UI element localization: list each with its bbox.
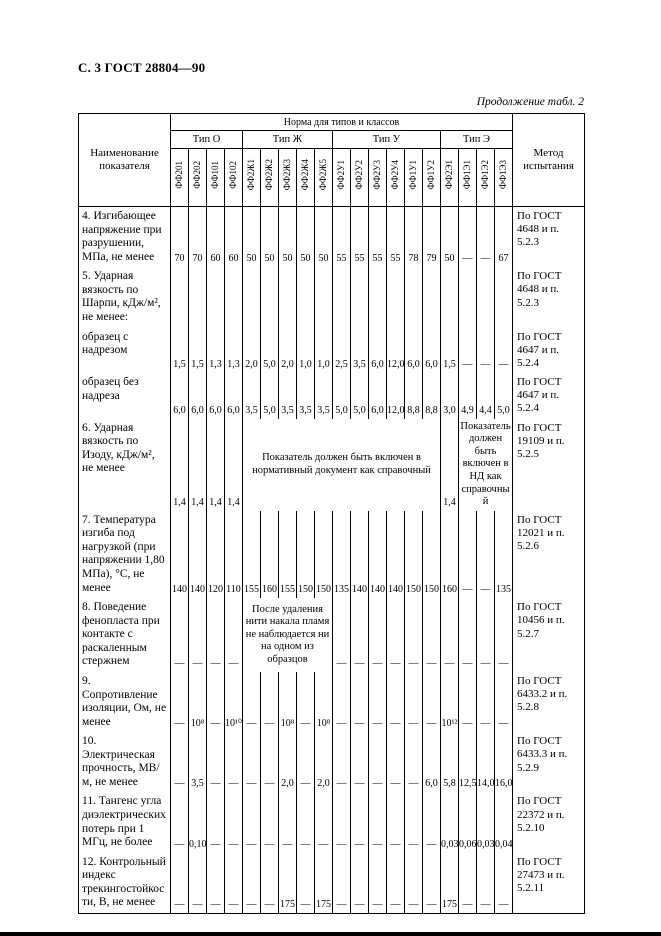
value-cell: — [261, 853, 279, 914]
table-row [79, 419, 585, 511]
grade-label: ФФ1Э3 [498, 160, 509, 190]
value-cell: 0,10 [189, 792, 207, 852]
value-cell: — [387, 792, 405, 852]
row-name-cell: 10. Электрическая прочность, МВ/м, не менее [79, 732, 171, 792]
value-cell: 14,0 [477, 732, 495, 792]
value-cell: — [351, 598, 369, 672]
value-cell: 70 [189, 207, 207, 268]
grade-label: ФФ2Ж4 [300, 159, 310, 191]
value-cell: 67 [495, 207, 513, 268]
value-cell: 2,5 [333, 328, 351, 374]
grade-label: ФФ102 [228, 161, 238, 189]
value-cell: — [405, 598, 423, 672]
column-header-name: Наименование показателя [79, 114, 171, 207]
row-name-cell: образец без надреза [79, 373, 171, 419]
value-cell: — [423, 792, 441, 852]
value-cell: — [405, 672, 423, 732]
value-cell: 3,5 [351, 328, 369, 374]
value-cell: 1,5 [189, 328, 207, 374]
value-cell: — [171, 732, 189, 792]
value-cell: 50 [261, 207, 279, 268]
value-cell: — [459, 853, 477, 914]
value-cell: 140 [387, 511, 405, 598]
value-cell: 6,0 [189, 373, 207, 419]
method-cell: По ГОСТ 4648 и п. 5.2.3 [513, 267, 585, 327]
value-cell: 1,3 [207, 328, 225, 374]
value-cell: — [297, 732, 315, 792]
table-row [79, 853, 585, 914]
value-cell: — [369, 672, 387, 732]
grade-header [243, 149, 261, 207]
value-cell: 1,3 [225, 328, 243, 374]
grade-label: ФФ2Ж3 [282, 159, 292, 191]
value-cell: 175 [315, 853, 333, 914]
value-cell: — [225, 732, 243, 792]
value-cell: — [243, 732, 261, 792]
value-cell: — [423, 853, 441, 914]
value-cell: 4,9 [459, 373, 477, 419]
value-cell: 155 [279, 511, 297, 598]
value-cell: 3,0 [441, 373, 459, 419]
grade-label: ФФ1Э2 [480, 160, 490, 190]
table-row [79, 267, 585, 327]
merged-note-cell: После удаления нити накала пламя не наблюдается ни на одном из образцов [243, 598, 333, 672]
value-cell: — [369, 598, 387, 672]
value-cell: — [333, 598, 351, 672]
value-cell: 8,8 [423, 373, 441, 419]
value-cell: — [297, 853, 315, 914]
value-cell: — [387, 732, 405, 792]
row-name-cell: 6. Ударная вязкость по Изоду, кДж/м², не менее [79, 419, 171, 511]
value-cell: 10¹² [441, 672, 459, 732]
grade-label: ФФ1У1 [408, 160, 418, 190]
value-cell [405, 267, 423, 327]
method-cell: По ГОСТ 4648 и п. 5.2.3 [513, 207, 585, 268]
value-cell: 1,4 [225, 419, 243, 511]
value-cell: 5,0 [333, 373, 351, 419]
value-cell: 150 [423, 511, 441, 598]
value-cell: 155 [243, 511, 261, 598]
type-group-header: Тип О [171, 131, 243, 149]
value-cell: 12,0 [387, 373, 405, 419]
value-cell [207, 267, 225, 327]
value-cell: 6,0 [225, 373, 243, 419]
type-group-header: Тип Ж [243, 131, 333, 149]
method-cell: По ГОСТ 27473 и п. 5.2.11 [513, 853, 585, 914]
value-cell [315, 267, 333, 327]
value-cell: — [387, 672, 405, 732]
grade-header [261, 149, 279, 207]
table-row [79, 598, 585, 672]
value-cell: — [261, 672, 279, 732]
value-cell: — [333, 732, 351, 792]
value-cell: — [243, 792, 261, 852]
value-cell: 3,5 [297, 373, 315, 419]
value-cell: 6,0 [423, 732, 441, 792]
value-cell: — [459, 672, 477, 732]
value-cell: 70 [171, 207, 189, 268]
method-cell: По ГОСТ 22372 и п. 5.2.10 [513, 792, 585, 852]
grade-label: ФФ2Ж1 [246, 159, 256, 191]
value-cell: 55 [333, 207, 351, 268]
grade-label: ФФ2У1 [336, 160, 346, 190]
grade-header [207, 149, 225, 207]
value-cell: 175 [441, 853, 459, 914]
grade-header [171, 149, 189, 207]
value-cell: — [495, 328, 513, 374]
value-cell: — [171, 672, 189, 732]
grade-header [189, 149, 207, 207]
value-cell: 135 [495, 511, 513, 598]
table-row [79, 511, 585, 598]
value-cell: 140 [171, 511, 189, 598]
value-cell: — [225, 792, 243, 852]
value-cell: — [423, 598, 441, 672]
value-cell: — [369, 853, 387, 914]
value-cell: — [261, 792, 279, 852]
value-cell: 1,4 [441, 419, 459, 511]
table-caption: Продолжение табл. 2 [476, 96, 584, 108]
grade-label: ФФ1У2 [426, 160, 436, 190]
merged-note-cell: Показатель должен быть включен в нормативный документ как справочный [243, 419, 441, 511]
value-cell: 6,0 [369, 373, 387, 419]
value-cell: 50 [297, 207, 315, 268]
value-cell [441, 267, 459, 327]
method-cell: По ГОСТ 6433.3 и п. 5.2.9 [513, 732, 585, 792]
value-cell: 55 [369, 207, 387, 268]
value-cell: — [369, 732, 387, 792]
norms-table [78, 113, 585, 914]
value-cell [243, 267, 261, 327]
table-head [79, 114, 585, 207]
row-name-cell: 12. Контрольный индекс трекингостойкости, В, не менее [79, 853, 171, 914]
value-cell: 3,5 [315, 373, 333, 419]
value-cell: 160 [261, 511, 279, 598]
value-cell: 2,0 [279, 732, 297, 792]
value-cell: — [315, 792, 333, 852]
value-cell: — [459, 598, 477, 672]
value-cell: 50 [315, 207, 333, 268]
value-cell: 55 [351, 207, 369, 268]
value-cell [423, 267, 441, 327]
value-cell: — [333, 853, 351, 914]
value-cell: 4,4 [477, 373, 495, 419]
grade-label: ФФ2Э1 [444, 160, 454, 190]
value-cell: 5,0 [261, 328, 279, 374]
column-header-norm-group: Норма для типов и классов [171, 114, 513, 131]
value-cell: 50 [243, 207, 261, 268]
value-cell: — [243, 853, 261, 914]
value-cell [261, 267, 279, 327]
value-cell: 50 [441, 207, 459, 268]
value-cell: — [333, 672, 351, 732]
value-cell: — [243, 672, 261, 732]
value-cell: — [207, 732, 225, 792]
value-cell: 16,0 [495, 732, 513, 792]
value-cell: 10⁸ [279, 672, 297, 732]
value-cell: 78 [405, 207, 423, 268]
table-row [79, 672, 585, 732]
value-cell [477, 267, 495, 327]
value-cell: 3,5 [243, 373, 261, 419]
value-cell: 1,4 [207, 419, 225, 511]
value-cell: — [405, 853, 423, 914]
value-cell: — [459, 328, 477, 374]
value-cell: — [189, 598, 207, 672]
value-cell: 0,03 [477, 792, 495, 852]
value-cell: — [495, 598, 513, 672]
grade-header [477, 149, 495, 207]
value-cell: 5,0 [261, 373, 279, 419]
value-cell: — [477, 207, 495, 268]
grade-header [225, 149, 243, 207]
value-cell: — [189, 853, 207, 914]
value-cell: — [459, 511, 477, 598]
value-cell: 12,0 [387, 328, 405, 374]
row-name-cell: 11. Тангенс угла диэлектрических потерь при 1 МГц, не более [79, 792, 171, 852]
value-cell: — [207, 598, 225, 672]
value-cell: — [279, 792, 297, 852]
value-cell: 6,0 [171, 373, 189, 419]
value-cell: — [477, 853, 495, 914]
value-cell: 2,0 [279, 328, 297, 374]
column-header-method: Метод испытания [513, 114, 585, 207]
value-cell: — [207, 853, 225, 914]
value-cell: 10⁸ [315, 672, 333, 732]
grade-label: ФФ2Ж2 [264, 159, 274, 191]
value-cell: 0,03 [441, 792, 459, 852]
value-cell: 135 [333, 511, 351, 598]
value-cell: 5,8 [441, 732, 459, 792]
value-cell: 1,0 [315, 328, 333, 374]
grade-header [279, 149, 297, 207]
table-row [79, 792, 585, 852]
grade-header [333, 149, 351, 207]
grade-header [495, 149, 513, 207]
value-cell: — [261, 732, 279, 792]
value-cell: — [351, 792, 369, 852]
grade-header [369, 149, 387, 207]
value-cell: — [441, 598, 459, 672]
header-row-norm [79, 114, 585, 131]
value-cell: 1,5 [171, 328, 189, 374]
value-cell: 3,5 [189, 732, 207, 792]
value-cell: — [387, 598, 405, 672]
value-cell: 1,4 [171, 419, 189, 511]
value-cell [189, 267, 207, 327]
value-cell: 0,04 [495, 792, 513, 852]
value-cell [333, 267, 351, 327]
value-cell: — [423, 672, 441, 732]
grade-label: ФФ201 [174, 161, 184, 189]
value-cell [387, 267, 405, 327]
value-cell: 50 [279, 207, 297, 268]
method-cell: По ГОСТ 12021 и п. 5.2.6 [513, 511, 585, 598]
table-row [79, 732, 585, 792]
grade-header [405, 149, 423, 207]
method-cell: По ГОСТ 4647 и п. 5.2.4 [513, 328, 585, 374]
value-cell: 160 [441, 511, 459, 598]
value-cell: 1,0 [297, 328, 315, 374]
row-name-cell: 9. Сопротивление изоляции, Ом, не менее [79, 672, 171, 732]
value-cell: — [171, 598, 189, 672]
value-cell: 6,0 [207, 373, 225, 419]
value-cell: — [477, 511, 495, 598]
grade-header [297, 149, 315, 207]
grade-label: ФФ2Ж5 [318, 159, 328, 191]
value-cell: — [225, 853, 243, 914]
grade-label: ФФ2У2 [354, 160, 364, 190]
grade-header [459, 149, 477, 207]
value-cell: 110 [225, 511, 243, 598]
value-cell: 6,0 [423, 328, 441, 374]
value-cell: 5,0 [495, 373, 513, 419]
table-row [79, 207, 585, 268]
value-cell: 10⁸ [189, 672, 207, 732]
method-cell: По ГОСТ 4647 и п. 5.2.4 [513, 373, 585, 419]
value-cell: 8,8 [405, 373, 423, 419]
row-name-cell: образец с надрезом [79, 328, 171, 374]
value-cell: — [351, 732, 369, 792]
value-cell: — [351, 853, 369, 914]
grade-label: ФФ2У3 [372, 160, 382, 190]
value-cell: 120 [207, 511, 225, 598]
value-cell: 140 [369, 511, 387, 598]
value-cell [279, 267, 297, 327]
value-cell: 6,0 [405, 328, 423, 374]
value-cell: — [459, 207, 477, 268]
value-cell: — [477, 328, 495, 374]
table-row [79, 373, 585, 419]
value-cell: — [171, 792, 189, 852]
grade-label: ФФ2У4 [390, 160, 400, 190]
value-cell: — [477, 598, 495, 672]
value-cell: 5,0 [351, 373, 369, 419]
value-cell: 12,5 [459, 732, 477, 792]
value-cell: 1,5 [441, 328, 459, 374]
value-cell: — [405, 732, 423, 792]
grade-header [315, 149, 333, 207]
value-cell: 1,4 [189, 419, 207, 511]
value-cell: — [225, 598, 243, 672]
value-cell: — [297, 792, 315, 852]
value-cell: 60 [225, 207, 243, 268]
value-cell: — [387, 853, 405, 914]
row-name-cell: 5. Ударная вязкость по Шарпи, кДж/м², не менее: [79, 267, 171, 327]
grade-label: ФФ202 [192, 161, 202, 189]
value-cell [225, 267, 243, 327]
grade-header [351, 149, 369, 207]
value-cell: — [207, 672, 225, 732]
value-cell: 3,5 [279, 373, 297, 419]
grade-header [387, 149, 405, 207]
value-cell: — [369, 792, 387, 852]
row-name-cell: 7. Температура изгиба под нагрузкой (при напряжении 1,80 МПа), °С, не менее [79, 511, 171, 598]
merged-note-cell: Показатель должен быть включен в НД как справочный [459, 419, 513, 511]
grade-header [441, 149, 459, 207]
method-cell: По ГОСТ 6433.2 и п. 5.2.8 [513, 672, 585, 732]
value-cell: 150 [297, 511, 315, 598]
table-body [79, 207, 585, 914]
method-cell: По ГОСТ 10456 и п. 5.2.7 [513, 598, 585, 672]
value-cell: — [171, 853, 189, 914]
value-cell: — [477, 672, 495, 732]
value-cell: 140 [351, 511, 369, 598]
value-cell [369, 267, 387, 327]
value-cell: — [333, 792, 351, 852]
value-cell [495, 267, 513, 327]
value-cell [297, 267, 315, 327]
value-cell: — [495, 853, 513, 914]
value-cell: 2,0 [243, 328, 261, 374]
row-name-cell: 4. Изгибающее напряжение при разрушении, МПа, не менее [79, 207, 171, 268]
page-header: С. 3 ГОСТ 28804—90 [78, 60, 206, 75]
grade-label: ФФ1Э1 [462, 160, 472, 190]
page-bottom-edge [0, 932, 661, 936]
value-cell: 60 [207, 207, 225, 268]
value-cell: 79 [423, 207, 441, 268]
value-cell: 140 [189, 511, 207, 598]
row-name-cell: 8. Поведение фенопласта при контакте с раскаленным стержнем [79, 598, 171, 672]
value-cell: — [207, 792, 225, 852]
value-cell [171, 267, 189, 327]
grade-header [423, 149, 441, 207]
value-cell: 150 [315, 511, 333, 598]
value-cell: 150 [405, 511, 423, 598]
method-cell: По ГОСТ 19109 и п. 5.2.5 [513, 419, 585, 511]
value-cell: 175 [279, 853, 297, 914]
value-cell: 0,06 [459, 792, 477, 852]
value-cell: 10¹⁰ [225, 672, 243, 732]
value-cell: — [495, 672, 513, 732]
value-cell: 55 [387, 207, 405, 268]
value-cell: — [351, 672, 369, 732]
value-cell: 2,0 [315, 732, 333, 792]
type-group-header: Тип У [333, 131, 441, 149]
table-row [79, 328, 585, 374]
value-cell: — [297, 672, 315, 732]
value-cell [351, 267, 369, 327]
type-group-header: Тип Э [441, 131, 513, 149]
value-cell: — [405, 792, 423, 852]
value-cell: 6,0 [369, 328, 387, 374]
value-cell [459, 267, 477, 327]
grade-label: ФФ101 [210, 161, 220, 189]
